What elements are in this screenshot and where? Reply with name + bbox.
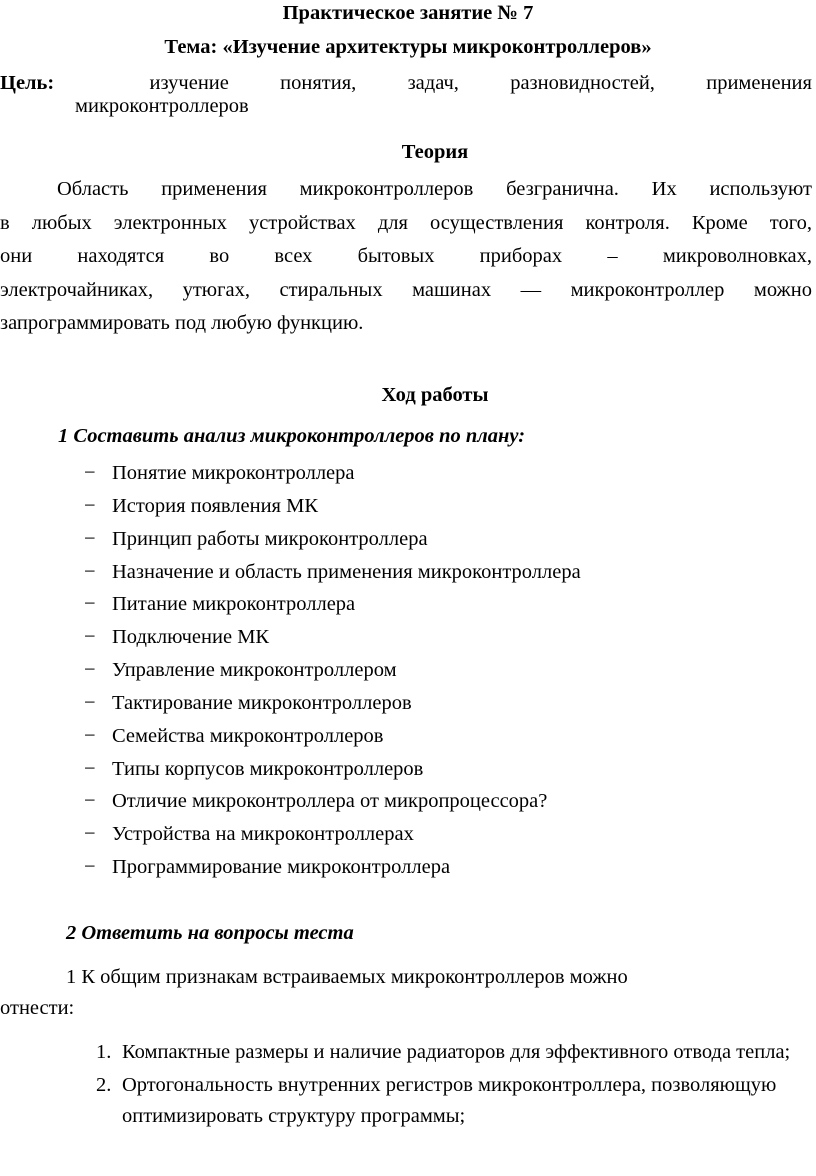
theory-word: в	[0, 211, 10, 234]
task-2-heading: 2 Ответить на вопросы теста	[66, 922, 354, 944]
theory-word: безгранична.	[506, 178, 619, 200]
goal-word: изучение	[149, 72, 229, 94]
plan-item	[84, 654, 581, 687]
answer-text: Компактные размеры и наличие радиаторов для эффективного отвода тепла;	[122, 1041, 791, 1063]
plan-item-text: Устройства на микроконтроллерах	[112, 823, 414, 846]
plan-item	[84, 588, 581, 621]
goal-word: задач,	[407, 72, 459, 94]
plan-item-text: Подключение МК	[112, 626, 270, 649]
theory-word: Область	[57, 178, 129, 200]
dash-bullet: −	[84, 790, 96, 813]
theory-word: всех	[274, 245, 313, 267]
plan-item-text: Программирование микроконтроллера	[112, 856, 451, 879]
theory-word: –	[607, 245, 618, 267]
plan-item-text: Управление микроконтроллером	[112, 659, 397, 682]
theory-word: машинах	[412, 278, 492, 301]
plan-item-text: Принцип работы микроконтроллера	[112, 527, 428, 550]
page-title: Практическое занятие № 7	[282, 2, 534, 24]
answer-option	[96, 1070, 812, 1132]
plan-item	[84, 753, 581, 786]
dash-bullet: −	[84, 626, 96, 649]
plan-item	[84, 720, 581, 753]
plan-item-text: Понятие микроконтроллера	[112, 462, 355, 484]
dash-bullet: −	[84, 724, 96, 747]
dash-bullet: −	[84, 593, 96, 616]
theory-word: бытовых	[357, 245, 435, 267]
plan-item-text: Семейства микроконтроллеров	[112, 724, 384, 747]
theory-word: микроволновках,	[662, 245, 812, 267]
theory-word: Кроме	[691, 211, 748, 234]
theory-line	[0, 207, 812, 241]
plan-item-text: Назначение и область применения микроконтроллера	[112, 560, 581, 583]
theory-line	[0, 274, 812, 308]
theory-heading: Теория	[401, 141, 469, 163]
theory-word: используют	[709, 178, 812, 200]
theory-word: контроля.	[585, 211, 670, 234]
theory-word: электрочайниках,	[0, 278, 154, 301]
theory-line	[0, 173, 812, 207]
goal-label: Цель:	[0, 72, 55, 94]
plan-item-text: Отличие микроконтроллера от микропроцессора?	[112, 790, 548, 813]
plan-item	[84, 490, 581, 523]
theory-word: они	[0, 245, 33, 267]
theory-line: запрограммировать под любую функцию.	[0, 312, 364, 334]
dash-bullet: −	[84, 494, 96, 517]
theory-word: любых	[31, 211, 92, 234]
theory-word: устройствах	[248, 211, 356, 234]
theory-word: можно	[753, 278, 812, 301]
theory-line	[0, 240, 812, 274]
topic-title: Тема: «Изучение архитектуры микроконтроллеров»	[164, 36, 652, 58]
theory-word: электронных	[113, 211, 227, 234]
answer-text: Ортогональность внутренних регистров микроконтроллера, позволяющую оптимизировать структуру программы;	[122, 1074, 777, 1127]
dash-bullet: −	[84, 527, 96, 550]
question-1	[0, 962, 812, 1024]
theory-word: —	[520, 278, 542, 301]
goal-continuation: микроконтроллеров	[75, 95, 249, 117]
theory-word: осуществления	[430, 211, 564, 234]
theory-word: во	[209, 245, 230, 267]
theory-word: утюгах,	[182, 278, 250, 301]
answer-number: 2.	[96, 1074, 112, 1096]
plan-item-text: История появления МК	[112, 494, 319, 517]
plan-item	[84, 523, 581, 556]
answer-list	[96, 1037, 812, 1134]
goal-block	[0, 72, 812, 118]
plan-item	[84, 818, 581, 851]
plan-item-text: Типы корпусов микроконтроллеров	[112, 757, 424, 780]
theory-word: для	[377, 211, 408, 234]
work-heading: Ход работы	[381, 384, 489, 406]
goal-word: понятия,	[280, 72, 357, 94]
theory-word: микроконтроллер	[570, 278, 725, 301]
answer-number: 1.	[96, 1041, 112, 1063]
goal-word: применения	[706, 72, 812, 94]
theory-word: приборах	[479, 245, 563, 267]
dash-bullet: −	[84, 691, 96, 714]
question-1-line: отнести:	[0, 997, 75, 1019]
theory-word: микроконтроллеров	[299, 178, 474, 200]
plan-item	[84, 621, 581, 654]
dash-bullet: −	[84, 462, 96, 484]
dash-bullet: −	[84, 560, 96, 583]
plan-item-text: Питание микроконтроллера	[112, 593, 356, 616]
theory-word: Их	[651, 178, 677, 200]
theory-word: находятся	[77, 245, 165, 267]
answer-option	[96, 1037, 812, 1068]
plan-item	[84, 457, 581, 490]
plan-item	[84, 687, 581, 720]
theory-word: применения	[161, 178, 267, 200]
goal-word: разновидностей,	[510, 72, 655, 94]
question-1-line: 1 К общим признакам встраиваемых микроконтроллеров можно	[66, 966, 628, 988]
plan-item	[84, 785, 581, 818]
plan-list	[84, 457, 581, 884]
dash-bullet: −	[84, 856, 96, 879]
plan-item	[84, 556, 581, 589]
dash-bullet: −	[84, 659, 96, 682]
task-1-heading: 1 Составить анализ микроконтроллеров по плану:	[58, 425, 526, 447]
plan-item	[84, 851, 581, 884]
dash-bullet: −	[84, 757, 96, 780]
dash-bullet: −	[84, 823, 96, 846]
plan-item-text: Тактирование микроконтроллеров	[112, 691, 412, 714]
theory-word: того,	[769, 211, 812, 234]
theory-word: стиральных	[279, 278, 383, 301]
theory-paragraph	[0, 173, 812, 341]
